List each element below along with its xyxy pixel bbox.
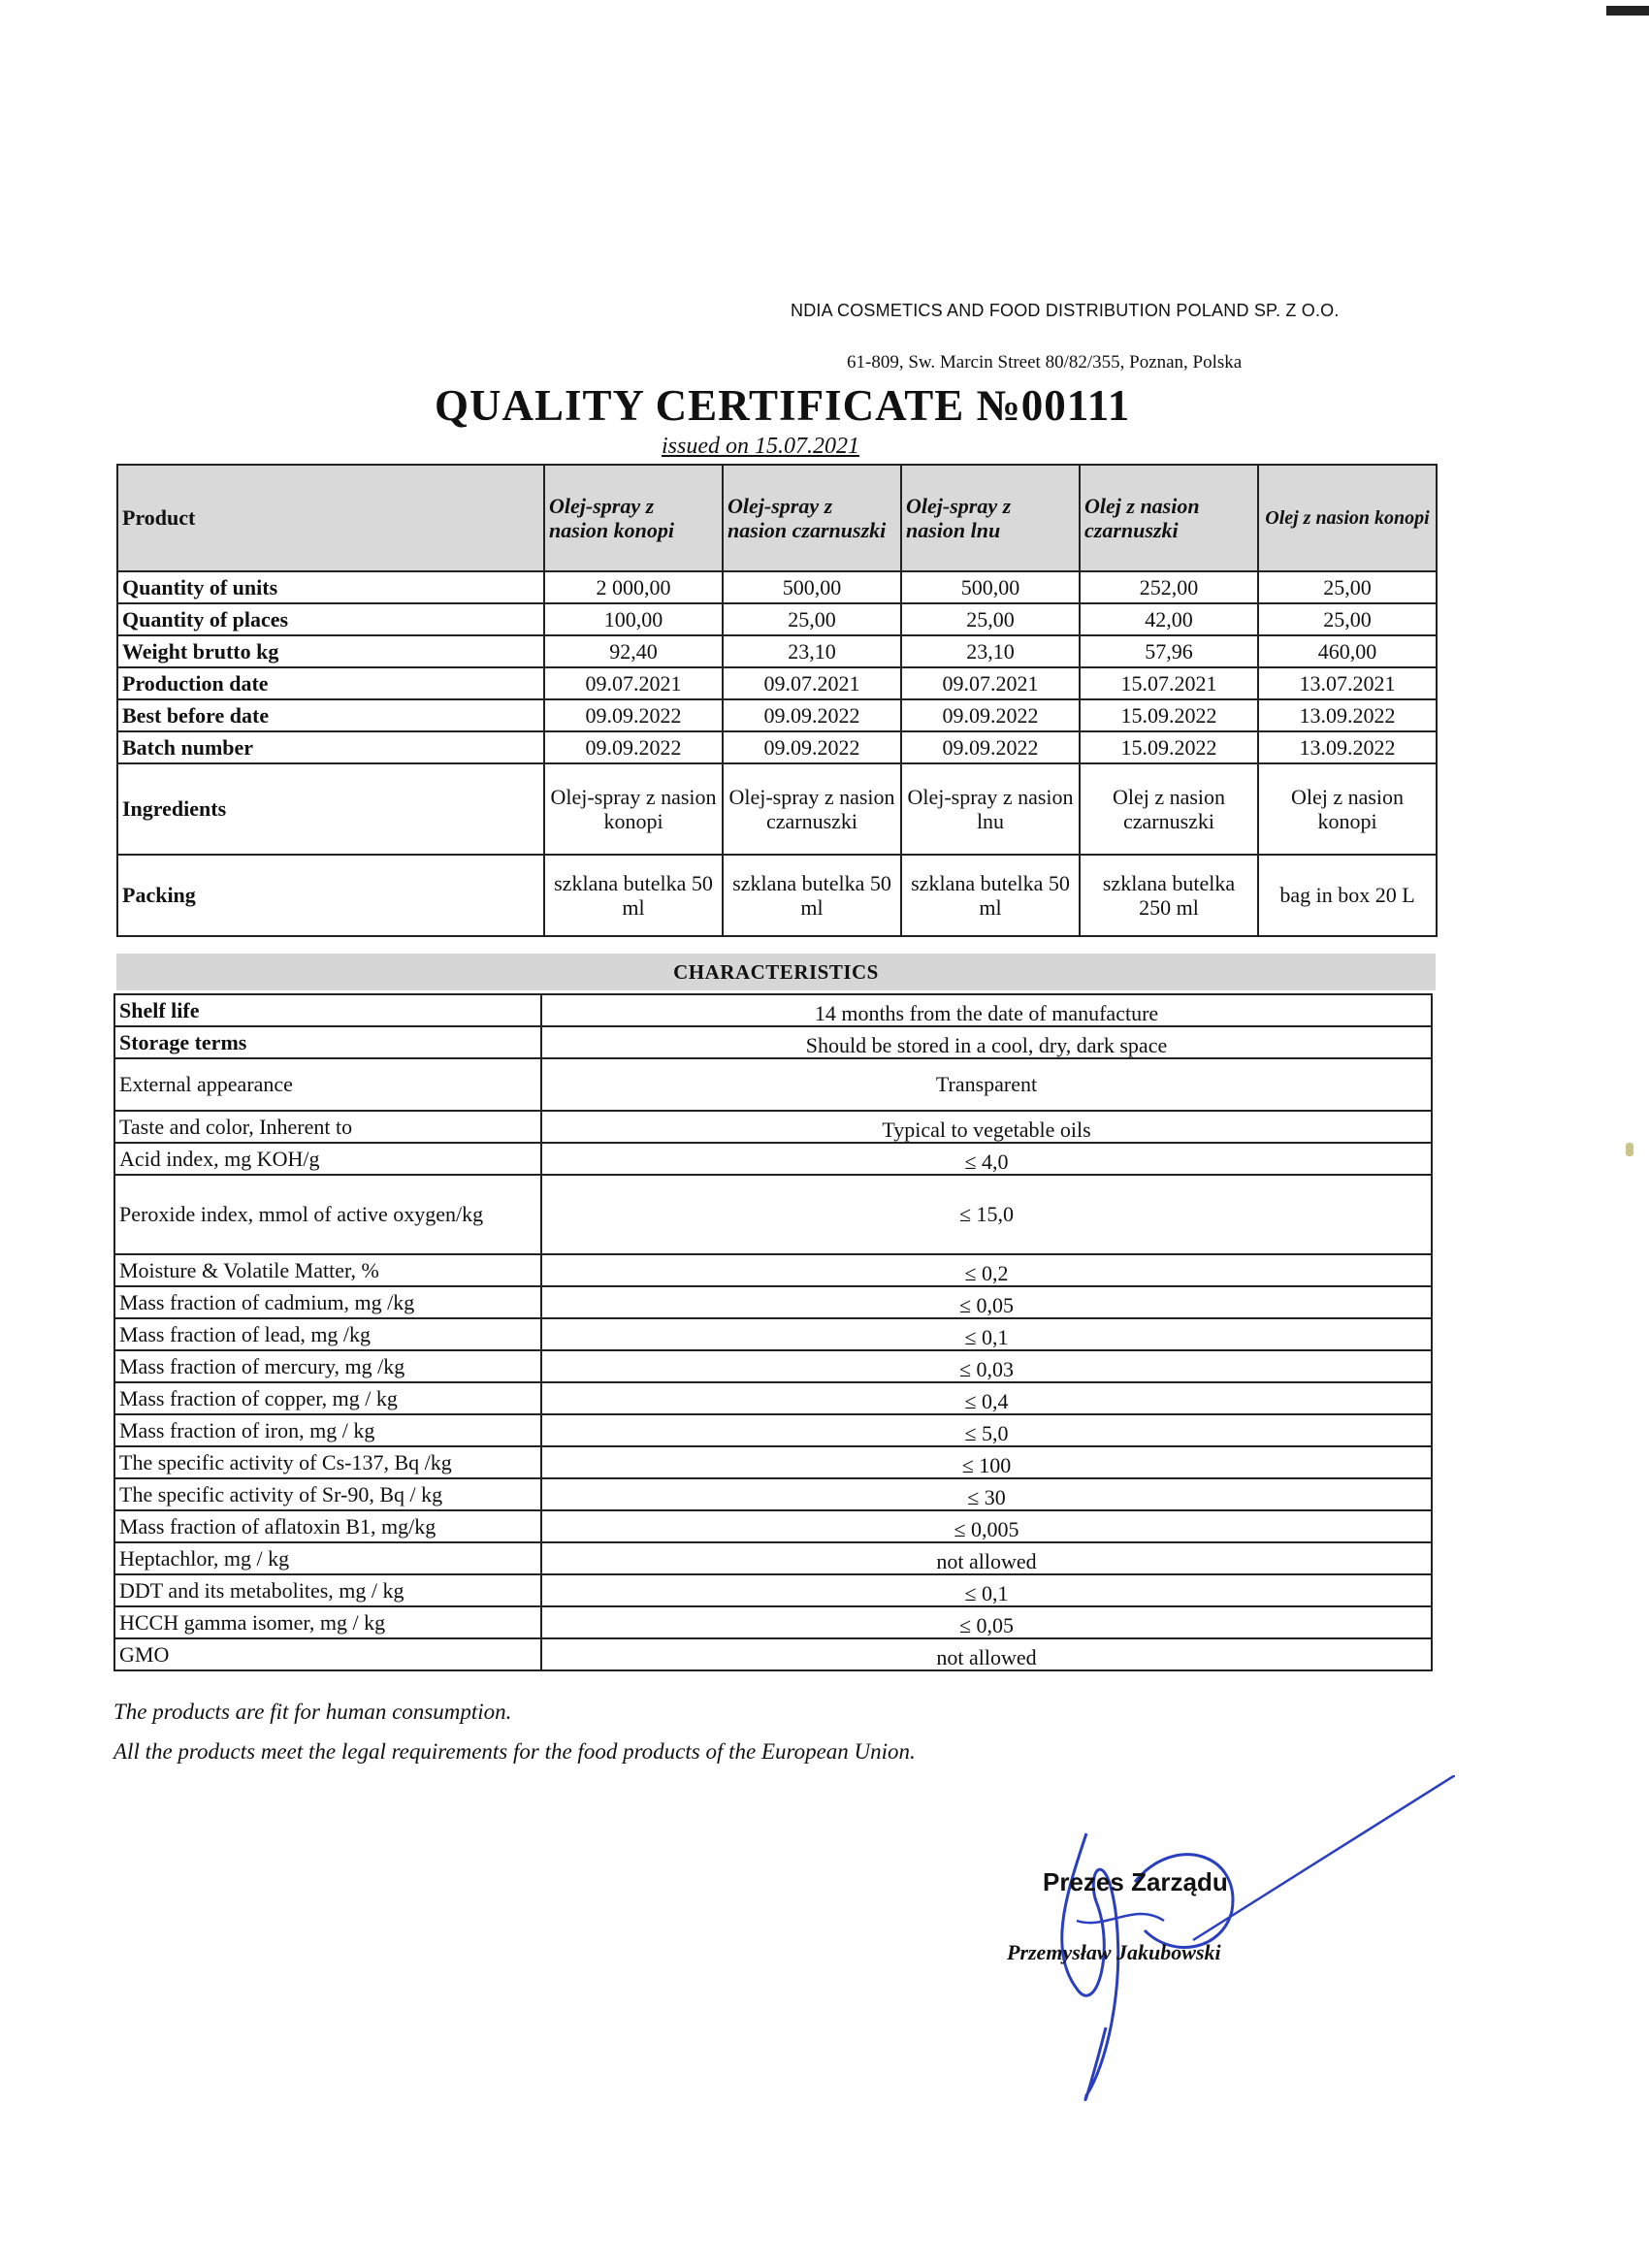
characteristic-value: ≤ 0,005 (541, 1510, 1432, 1542)
cell-value: 09.09.2022 (901, 731, 1080, 763)
cell-value: 25,00 (1258, 603, 1437, 635)
cell-value: szklana butelka 50 ml (544, 855, 723, 936)
product-name: Olej-spray z nasion konopi (544, 465, 723, 571)
characteristic-value: Transparent (541, 1058, 1432, 1111)
characteristic-name: Mass fraction of aflatoxin B1, mg/kg (114, 1510, 541, 1542)
cell-value: 2 000,00 (544, 571, 723, 603)
characteristic-value: ≤ 0,05 (541, 1606, 1432, 1638)
characteristic-name: Taste and color, Inherent to (114, 1111, 541, 1143)
cell-value: Olej-spray z nasion lnu (901, 763, 1080, 855)
table-row (114, 1058, 1432, 1111)
table-row (114, 1414, 1432, 1446)
table-row (114, 1143, 1432, 1175)
table-row (117, 603, 1437, 635)
characteristic-value: ≤ 5,0 (541, 1414, 1432, 1446)
scan-artifact (1626, 1143, 1633, 1156)
table-row (114, 1542, 1432, 1574)
characteristic-name: Shelf life (114, 994, 541, 1026)
cell-value: 57,96 (1080, 635, 1258, 667)
cell-value: 500,00 (723, 571, 901, 603)
table-row (117, 855, 1437, 936)
cell-value: 25,00 (1258, 571, 1437, 603)
cell-value: 09.09.2022 (901, 699, 1080, 731)
cell-value: 25,00 (901, 603, 1080, 635)
row-label: Ingredients (117, 763, 544, 855)
table-row (117, 667, 1437, 699)
characteristic-value: ≤ 0,4 (541, 1382, 1432, 1414)
characteristic-name: HCCH gamma isomer, mg / kg (114, 1606, 541, 1638)
cell-value: 92,40 (544, 635, 723, 667)
characteristic-value: not allowed (541, 1638, 1432, 1670)
company-address: 61-809, Sw. Marcin Street 80/82/355, Poznan, Polska (847, 352, 1243, 373)
cell-value: 460,00 (1258, 635, 1437, 667)
characteristic-value: Should be stored in a cool, dry, dark space (541, 1026, 1432, 1058)
cell-value: Olej z nasion czarnuszki (1080, 763, 1258, 855)
characteristic-name: Mass fraction of copper, mg / kg (114, 1382, 541, 1414)
product-name: Olej-spray z nasion lnu (901, 465, 1080, 571)
characteristic-value: ≤ 0,2 (541, 1254, 1432, 1286)
characteristic-name: DDT and its metabolites, mg / kg (114, 1574, 541, 1606)
characteristic-name: The specific activity of Cs-137, Bq /kg (114, 1446, 541, 1478)
handwritten-signature (989, 1775, 1455, 2163)
cell-value: bag in box 20 L (1258, 855, 1437, 936)
characteristic-value: ≤ 0,1 (541, 1318, 1432, 1350)
table-row (117, 763, 1437, 855)
table-row (114, 1510, 1432, 1542)
cell-value: 09.07.2021 (723, 667, 901, 699)
characteristic-name: The specific activity of Sr-90, Bq / kg (114, 1478, 541, 1510)
characteristic-value: ≤ 30 (541, 1478, 1432, 1510)
cell-value: szklana butelka 250 ml (1080, 855, 1258, 936)
cell-value: 13.07.2021 (1258, 667, 1437, 699)
cell-value: szklana butelka 50 ml (901, 855, 1080, 936)
cell-value: 09.09.2022 (723, 731, 901, 763)
cell-value: Olej z nasion konopi (1258, 763, 1437, 855)
characteristic-value: not allowed (541, 1542, 1432, 1574)
table-row (114, 1606, 1432, 1638)
characteristic-value: Typical to vegetable oils (541, 1111, 1432, 1143)
characteristic-value: 14 months from the date of manufacture (541, 994, 1432, 1026)
row-label: Batch number (117, 731, 544, 763)
characteristic-value: ≤ 100 (541, 1446, 1432, 1478)
cell-value: 252,00 (1080, 571, 1258, 603)
cell-value: 23,10 (901, 635, 1080, 667)
cell-value: 09.07.2021 (544, 667, 723, 699)
characteristics-table (113, 993, 1433, 1671)
compliance-note: All the products meet the legal requirements for the food products of the European Union. (113, 1739, 916, 1764)
table-row (114, 1446, 1432, 1478)
row-label: Best before date (117, 699, 544, 731)
cell-value: 25,00 (723, 603, 901, 635)
table-header-row (117, 465, 1437, 571)
table-row (117, 699, 1437, 731)
cell-value: 100,00 (544, 603, 723, 635)
characteristic-value: ≤ 0,05 (541, 1286, 1432, 1318)
row-label: Quantity of units (117, 571, 544, 603)
characteristics-header: CHARACTERISTICS (116, 954, 1436, 990)
company-name: NDIA COSMETICS AND FOOD DISTRIBUTION POLAND SP. Z O.O. (791, 301, 1340, 320)
table-row (114, 1574, 1432, 1606)
table-row (117, 635, 1437, 667)
characteristic-name: Peroxide index, mmol of active oxygen/kg (114, 1175, 541, 1254)
cell-value: Olej-spray z nasion czarnuszki (723, 763, 901, 855)
scan-edge-mark (1606, 6, 1649, 16)
characteristic-name: Mass fraction of lead, mg /kg (114, 1318, 541, 1350)
cell-value: 15.07.2021 (1080, 667, 1258, 699)
row-label: Weight brutto kg (117, 635, 544, 667)
characteristic-name: Mass fraction of iron, mg / kg (114, 1414, 541, 1446)
product-name: Olej z nasion czarnuszki (1080, 465, 1258, 571)
cell-value: 13.09.2022 (1258, 699, 1437, 731)
cell-value: 09.09.2022 (544, 699, 723, 731)
cell-value: 23,10 (723, 635, 901, 667)
characteristic-name: Heptachlor, mg / kg (114, 1542, 541, 1574)
table-row (114, 1318, 1432, 1350)
table-row (114, 1111, 1432, 1143)
cell-value: Olej-spray z nasion konopi (544, 763, 723, 855)
fitness-note: The products are fit for human consumption. (113, 1700, 512, 1724)
characteristic-name: GMO (114, 1638, 541, 1670)
cell-value: 15.09.2022 (1080, 731, 1258, 763)
row-label: Quantity of places (117, 603, 544, 635)
characteristic-name: External appearance (114, 1058, 541, 1111)
cell-value: 13.09.2022 (1258, 731, 1437, 763)
characteristic-name: Storage terms (114, 1026, 541, 1058)
row-label: Production date (117, 667, 544, 699)
signer-title: Prezes Zarządu (1043, 1867, 1228, 1896)
table-row (114, 1026, 1432, 1058)
table-row (117, 731, 1437, 763)
characteristic-value: ≤ 0,03 (541, 1350, 1432, 1382)
table-row (114, 1478, 1432, 1510)
characteristic-name: Mass fraction of mercury, mg /kg (114, 1350, 541, 1382)
table-row (114, 1638, 1432, 1670)
table-row (114, 994, 1432, 1026)
table-row (117, 571, 1437, 603)
product-name: Olej z nasion konopi (1258, 465, 1437, 571)
issue-date: issued on 15.07.2021 (662, 434, 859, 459)
table-row (114, 1382, 1432, 1414)
product-header-label: Product (117, 465, 544, 571)
row-label: Packing (117, 855, 544, 936)
characteristic-value: ≤ 15,0 (541, 1175, 1432, 1254)
table-row (114, 1350, 1432, 1382)
cell-value: 09.09.2022 (544, 731, 723, 763)
products-table (116, 464, 1438, 937)
cell-value: 42,00 (1080, 603, 1258, 635)
signature-block (989, 1775, 1455, 2163)
characteristic-value: ≤ 4,0 (541, 1143, 1432, 1175)
characteristic-name: Mass fraction of cadmium, mg /kg (114, 1286, 541, 1318)
cell-value: szklana butelka 50 ml (723, 855, 901, 936)
cell-value: 500,00 (901, 571, 1080, 603)
signer-name: Przemysław Jakubowski (1007, 1940, 1221, 1964)
characteristic-value: ≤ 0,1 (541, 1574, 1432, 1606)
table-row (114, 1286, 1432, 1318)
characteristic-name: Acid index, mg KOH/g (114, 1143, 541, 1175)
cell-value: 15.09.2022 (1080, 699, 1258, 731)
characteristic-name: Moisture & Volatile Matter, % (114, 1254, 541, 1286)
table-row (114, 1254, 1432, 1286)
cell-value: 09.07.2021 (901, 667, 1080, 699)
table-row (114, 1175, 1432, 1254)
product-name: Olej-spray z nasion czarnuszki (723, 465, 901, 571)
cell-value: 09.09.2022 (723, 699, 901, 731)
certificate-title: QUALITY CERTIFICATE №00111 (435, 381, 1131, 430)
